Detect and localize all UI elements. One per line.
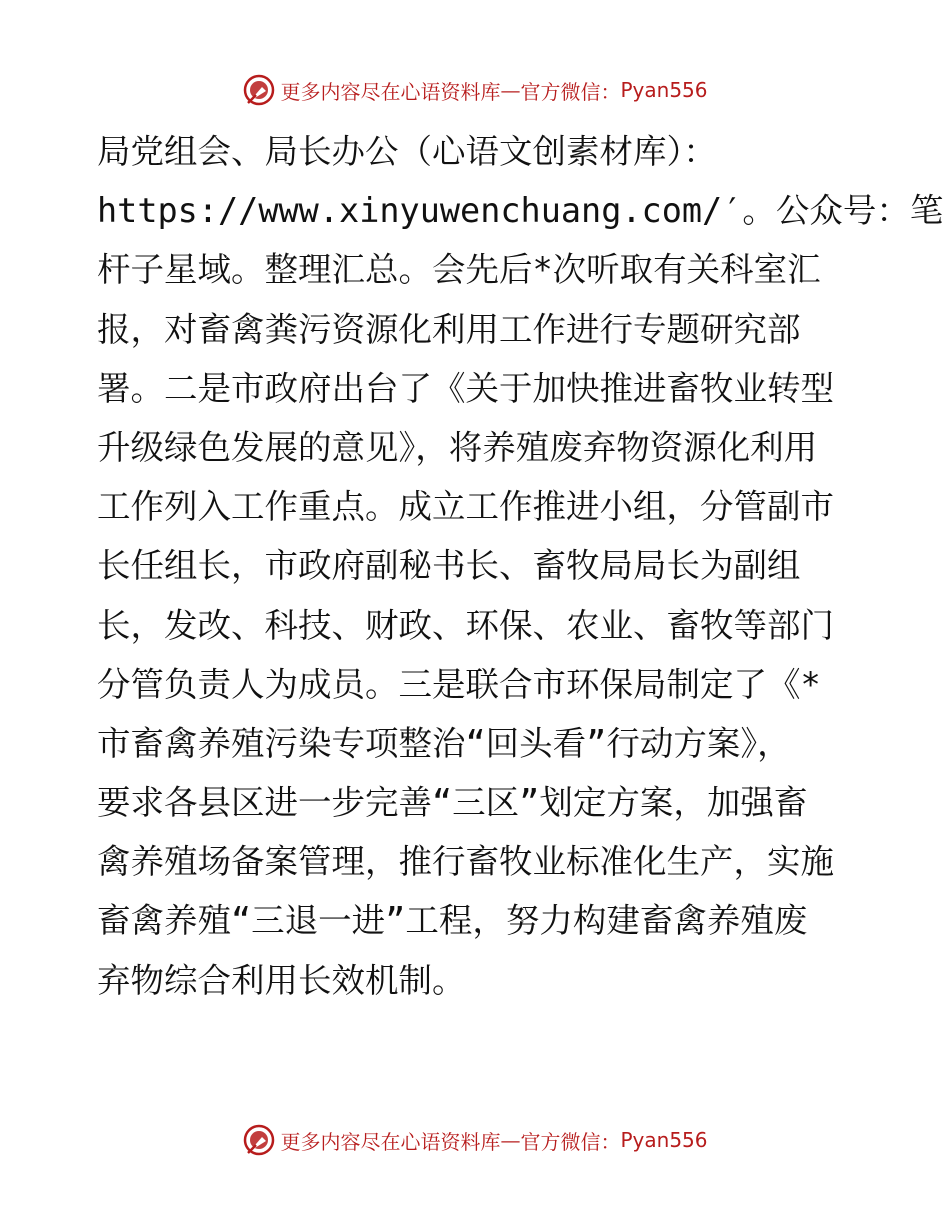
body-line: 分管负责人为成员。三是联合市环保局制定了《* bbox=[97, 664, 821, 704]
body-line: 畜禽养殖“三退一进”工程，努力构建畜禽养殖废 bbox=[97, 901, 808, 941]
page-header-watermark bbox=[0, 70, 950, 110]
header-separator: — bbox=[500, 78, 521, 102]
body-line: 长任组长，市政府副秘书长、畜牧局局长为副组 bbox=[97, 546, 801, 586]
body-line: 升级绿色发展的意见》，将养殖废弃物资源化利用 bbox=[97, 427, 818, 467]
body-line: 禽养殖场备案管理，推行畜牧业标准化生产，实施 bbox=[97, 842, 834, 882]
page-footer-watermark bbox=[0, 1120, 950, 1160]
header-contact-id: Pyan556 bbox=[620, 78, 708, 102]
body-line: https://www.xinyuwenchuang.com/′。公众号：笔 bbox=[97, 191, 944, 231]
header-contact-label: 官方微信： bbox=[520, 79, 621, 104]
document-body bbox=[97, 122, 944, 1010]
body-line: 长，发改、科技、财政、环保、农业、畜牧等部门 bbox=[97, 605, 834, 645]
pen-nib-circle-icon bbox=[242, 1123, 276, 1157]
footer-contact-id: Pyan556 bbox=[620, 1128, 708, 1152]
footer-contact-label: 官方微信： bbox=[520, 1129, 621, 1154]
body-line: 报，对畜禽粪污资源化利用工作进行专题研究部 bbox=[97, 309, 801, 349]
header-brand-text: 更多内容尽在心语资料库 bbox=[280, 79, 501, 104]
body-line: 弃物综合利用长效机制。 bbox=[97, 960, 466, 1000]
body-line: 局党组会、局长办公（心语文创素材库）： bbox=[97, 132, 717, 171]
body-line: 要求各县区进一步完善“三区”划定方案，加强畜 bbox=[97, 783, 808, 823]
body-line: 杆子星域。整理汇总。会先后*次听取有关科室汇 bbox=[97, 250, 821, 290]
body-line: 市畜禽养殖污染专项整治“回头看”行动方案》， bbox=[97, 723, 791, 763]
footer-separator: — bbox=[500, 1128, 521, 1152]
pen-nib-circle-icon bbox=[242, 73, 276, 107]
footer-brand-text: 更多内容尽在心语资料库 bbox=[280, 1129, 501, 1154]
body-line: 署。二是市政府出台了《关于加快推进畜牧业转型 bbox=[97, 368, 834, 408]
body-line: 工作列入工作重点。成立工作推进小组，分管副市 bbox=[97, 487, 834, 527]
